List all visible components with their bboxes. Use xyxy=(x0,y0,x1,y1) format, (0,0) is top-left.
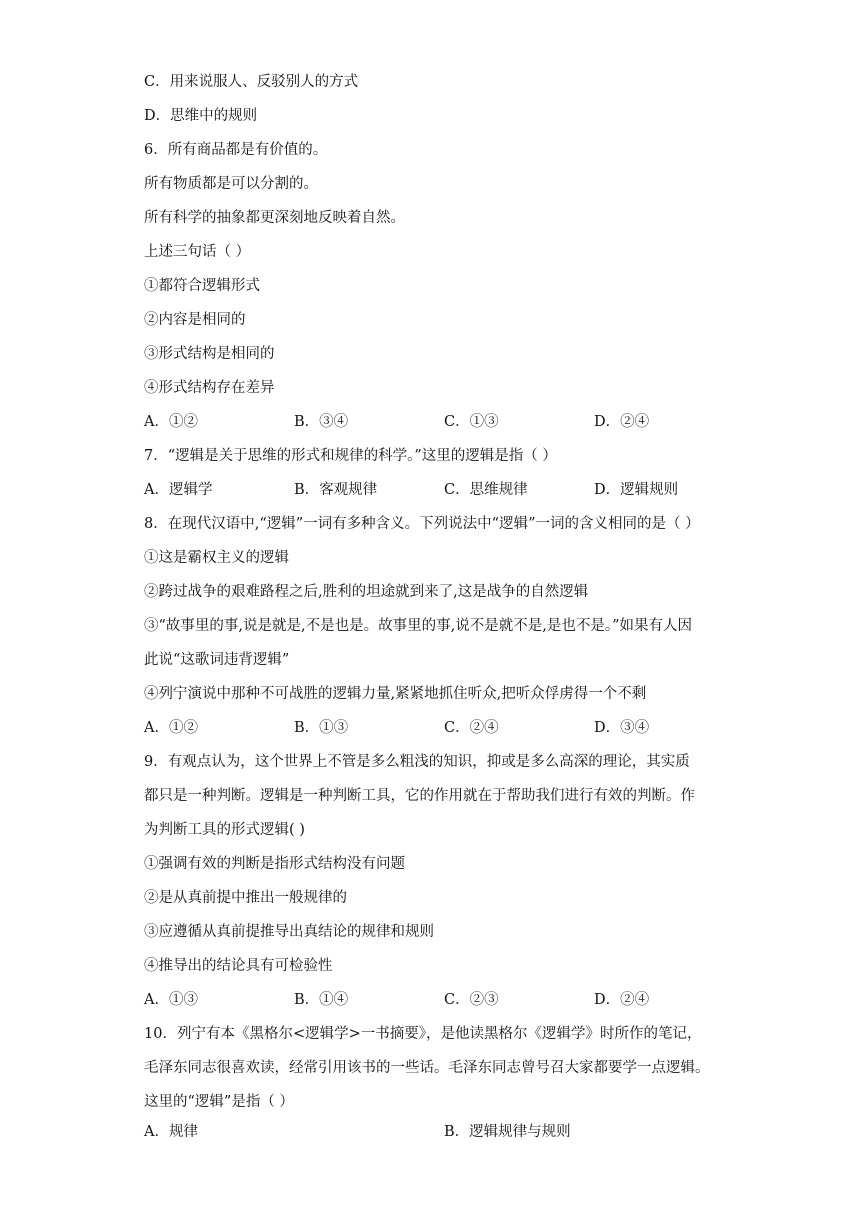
q7-stem: 7．“逻辑是关于思维的形式和规律的科学。”这里的逻辑是指（ ） xyxy=(144,448,557,464)
q6-statement-1: ①都符合逻辑形式 xyxy=(144,278,260,294)
q9-stem-line-2: 都只是一种判断。逻辑是一种判断工具，它的作用就在于帮助我们进行有效的判断。作 xyxy=(144,788,695,804)
q5-option-d: D．思维中的规则 xyxy=(144,108,258,124)
q6-statement-2: ②内容是相同的 xyxy=(144,312,246,328)
q9-option-a: A．①③ xyxy=(144,992,198,1008)
q6-stem-line-1: 6．所有商品都是有价值的。 xyxy=(144,142,328,158)
q8-statement-2: ②跨过战争的艰难路程之后,胜利的坦途就到来了,这是战争的自然逻辑 xyxy=(144,584,589,600)
q6-option-b: B．③④ xyxy=(294,414,349,430)
q9-option-d: D．②④ xyxy=(594,992,650,1008)
q10-stem-line-1: 10．列宁有本《黑格尔<逻辑学>一书摘要》，是他读黑格尔《逻辑学》时所作的笔记， xyxy=(144,1026,702,1042)
q6-statement-3: ③形式结构是相同的 xyxy=(144,346,275,362)
q6-option-a: A．①② xyxy=(144,414,198,430)
q6-stem-line-3: 所有科学的抽象都更深刻地反映着自然。 xyxy=(144,210,405,226)
q10-option-b: B．逻辑规律与规则 xyxy=(444,1124,571,1140)
q9-statement-2: ②是从真前提中推出一般规律的 xyxy=(144,890,347,906)
q9-stem-line-3: 为判断工具的形式逻辑( ) xyxy=(144,822,305,838)
q6-stem-line-2: 所有物质都是可以分割的。 xyxy=(144,176,318,192)
q9-stem-line-1: 9．有观点认为，这个世界上不管是多么粗浅的知识，抑或是多么高深的理论，其实质 xyxy=(144,754,690,770)
q8-statement-4: ④列宁演说中那种不可战胜的逻辑力量,紧紧地抓住听众,把听众俘虏得一个不剩 xyxy=(144,686,647,702)
q7-option-c: C．思维规律 xyxy=(444,482,528,498)
q8-statement-1: ①这是霸权主义的逻辑 xyxy=(144,550,289,566)
q7-option-a: A．逻辑学 xyxy=(144,482,213,498)
q9-option-c: C．②③ xyxy=(444,992,499,1008)
q7-option-d: D．逻辑规则 xyxy=(594,482,679,498)
q10-stem-line-3: 这里的“逻辑”是指（ ） xyxy=(144,1094,294,1110)
q8-stem: 8．在现代汉语中,“逻辑”一词有多种含义。下列说法中“逻辑”一词的含义相同的是（ ） xyxy=(144,516,700,532)
q8-statement-3-line-2: 此说“这歌词违背逻辑” xyxy=(144,652,290,668)
q8-option-b: B．①③ xyxy=(294,720,349,736)
q7-option-b: B．客观规律 xyxy=(294,482,378,498)
q8-statement-3-line-1: ③“故事里的事,说是就是,不是也是。故事里的事,说不是就不是,是也不是。”如果有人因 xyxy=(144,618,693,634)
q6-statement-4: ④形式结构存在差异 xyxy=(144,380,275,396)
q5-option-c: C．用来说服人、反驳别人的方式 xyxy=(144,74,359,90)
q6-option-c: C．①③ xyxy=(444,414,499,430)
q9-option-b: B．①④ xyxy=(294,992,349,1008)
q10-stem-line-2: 毛泽东同志很喜欢读，经常引用该书的一些话。毛泽东同志曾号召大家都要学一点逻辑。 xyxy=(144,1060,710,1076)
q8-option-d: D．③④ xyxy=(594,720,650,736)
q10-option-a: A．规律 xyxy=(144,1124,198,1140)
q8-option-a: A．①② xyxy=(144,720,198,736)
q9-statement-4: ④推导出的结论具有可检验性 xyxy=(144,958,333,974)
q6-stem-line-4: 上述三句话（ ） xyxy=(144,244,251,260)
q8-option-c: C．②④ xyxy=(444,720,499,736)
q9-statement-3: ③应遵循从真前提推导出真结论的规律和规则 xyxy=(144,924,434,940)
q9-statement-1: ①强调有效的判断是指形式结构没有问题 xyxy=(144,856,405,872)
q6-option-d: D．②④ xyxy=(594,414,650,430)
